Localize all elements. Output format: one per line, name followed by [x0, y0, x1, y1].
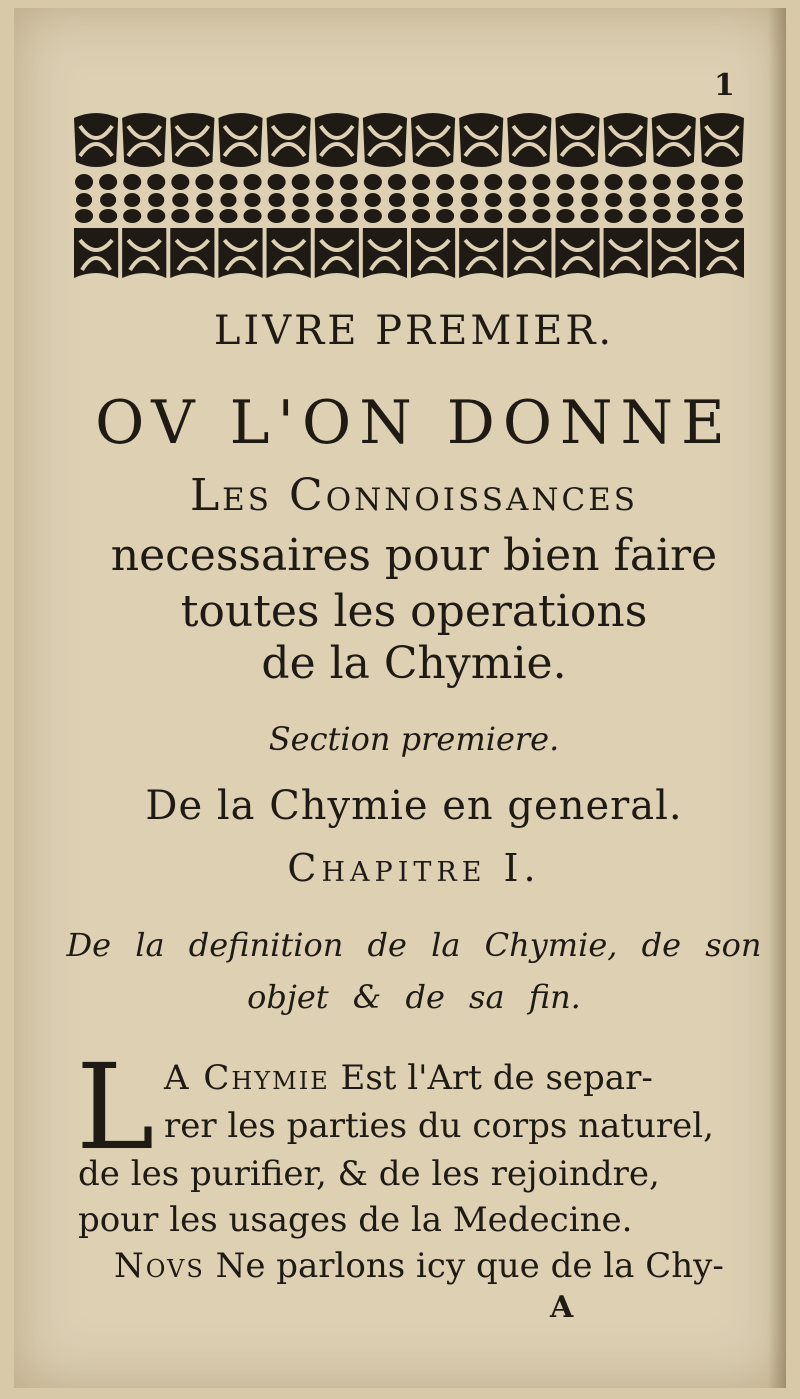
book-heading: LIVRE PREMIER.: [213, 308, 615, 354]
heading-connoissances: Les Connoissances: [189, 470, 639, 521]
body-line-5: [114, 1246, 724, 1286]
body-line-1-text: Est l'Art de separ-: [329, 1058, 653, 1098]
heading-donne: OV L'ON DONNE: [95, 388, 733, 458]
body-line-1: [164, 1058, 653, 1098]
body-line-4: pour les usages de la Medecine.: [78, 1200, 633, 1240]
headpiece-row-top: [74, 113, 744, 167]
page-number: 1: [714, 68, 735, 103]
signature-mark: A: [550, 1290, 574, 1325]
chapter-summary-line-2: objet & de sa fin.: [247, 978, 581, 1016]
heading-line-3: de la Chymie.: [261, 638, 567, 689]
body-line-5-smallcaps: Novs: [114, 1246, 205, 1286]
book-page: [14, 8, 786, 1388]
decorative-headpiece: [72, 110, 746, 282]
headpiece-row-bottom: [74, 228, 744, 278]
body-line-2: rer les parties du corps naturel,: [164, 1106, 714, 1146]
chapter-summary-line-1: De la definition de la Chymie, de son: [66, 926, 762, 964]
heading-line-1: necessaires pour bien faire: [110, 530, 718, 581]
body-line-5-text: Ne parlons icy que de la Chy-: [204, 1246, 724, 1286]
heading-line-2: toutes les operations: [180, 586, 648, 637]
section-title: Section premiere.: [268, 720, 560, 758]
chapter-title: Chapitre I.: [287, 846, 541, 890]
headpiece-row-middle: [75, 174, 743, 223]
subject-title: De la Chymie en general.: [145, 783, 683, 829]
drop-capital: L: [76, 1038, 155, 1176]
body-line-1-smallcaps: A Chymie: [164, 1058, 330, 1098]
body-line-3: de les purifier, & de les rejoindre,: [78, 1154, 660, 1194]
